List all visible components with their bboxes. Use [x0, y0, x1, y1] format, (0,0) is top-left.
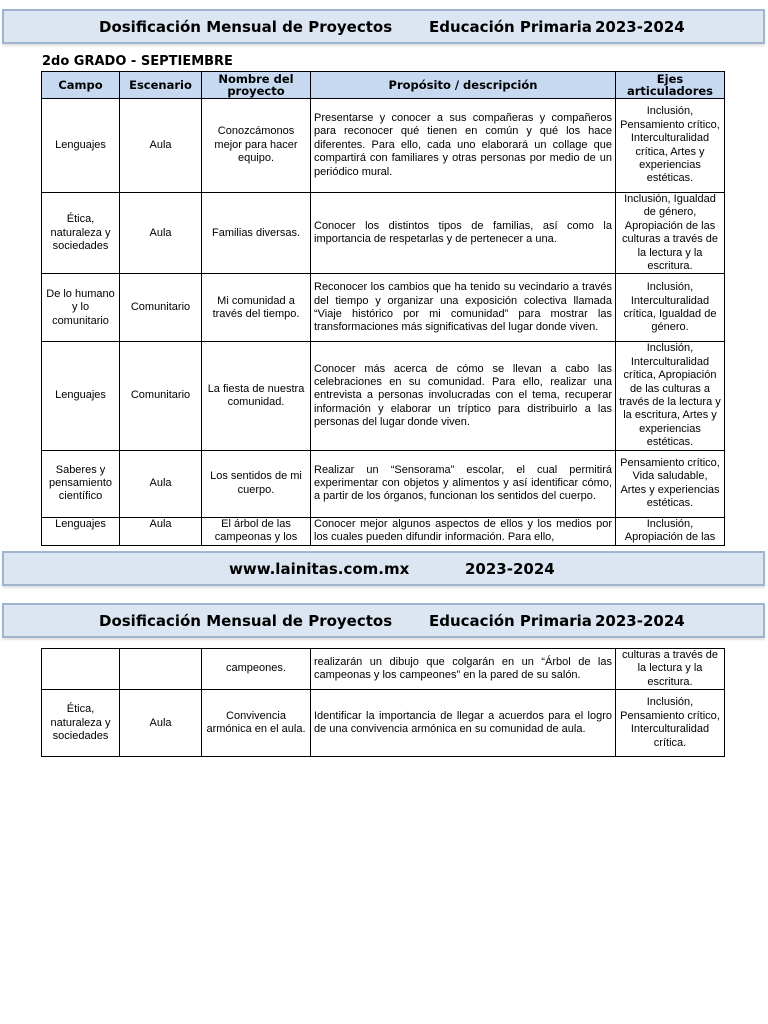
- table-row: [42, 517, 725, 545]
- cell-ejes: Inclusión, Interculturalidad crítica, Igualdad de género.: [616, 274, 725, 342]
- cell-campo: Ética, naturaleza y sociedades: [42, 193, 120, 274]
- cell-campo: De lo humano y lo comunitario: [42, 274, 120, 342]
- col-header-ejes: Ejes articuladores: [616, 72, 725, 99]
- footer-year: 2023-2024: [465, 559, 555, 578]
- cell-nombre: Familias diversas.: [202, 193, 311, 274]
- cell-ejes: culturas a través de la lectura y la escritura.: [616, 649, 725, 690]
- cell-ejes: Inclusión, Igualdad de género, Apropiación de las culturas a través de la lectura y la escritura.: [616, 193, 725, 274]
- table-row: [42, 99, 725, 193]
- table-row: [42, 649, 725, 690]
- cell-ejes: Inclusión, Pensamiento crítico, Interculturalidad crítica.: [616, 690, 725, 757]
- table-row: [42, 450, 725, 517]
- cell-escenario: Aula: [120, 99, 202, 193]
- table-header-row: [42, 72, 725, 99]
- cell-nombre: Los sentidos de mi cuerpo.: [202, 450, 311, 517]
- document-title: Dosificación Mensual de Proyectos: [99, 611, 393, 630]
- cell-nombre: Convivencia armónica en el aula.: [202, 690, 311, 757]
- cell-nombre: El árbol de las campeonas y los: [202, 517, 311, 545]
- projects-table: [41, 71, 725, 546]
- cell-ejes: Inclusión, Apropiación de las: [616, 517, 725, 545]
- cell-ejes: Inclusión, Interculturalidad crítica, Apropiación de las culturas a través de la lectura y la escritura, Artes y experiencias estéticas.: [616, 342, 725, 450]
- cell-proposito: Presentarse y conocer a sus compañeras y compañeros para reconocer qué tienen en común y qué los hace diferentes. Para ello, cada uno elaborará un collage que compartirá con familiares y otras personas por medio de un periódico mural.: [311, 99, 616, 193]
- cell-proposito: Realizar un “Sensorama” escolar, el cual permitirá experimentar con objetos y alimentos y así identificar cómo, a partir de los órganos, funcionan los sentidos del cuerpo.: [311, 450, 616, 517]
- col-header-campo: Campo: [42, 72, 120, 99]
- cell-nombre: campeones.: [202, 649, 311, 690]
- projects-table-continued: [41, 648, 725, 757]
- cell-nombre: Mi comunidad a través del tiempo.: [202, 274, 311, 342]
- col-header-proposito: Propósito / descripción: [311, 72, 616, 99]
- cell-campo: Saberes y pensamiento científico: [42, 450, 120, 517]
- cell-escenario: Comunitario: [120, 342, 202, 450]
- education-level: Educación Primaria: [429, 17, 592, 36]
- cell-ejes: Inclusión, Pensamiento crítico, Interculturalidad crítica, Artes y experiencias estéticas.: [616, 99, 725, 193]
- cell-escenario: Aula: [120, 450, 202, 517]
- section-title: 2do GRADO - SEPTIEMBRE: [42, 54, 233, 69]
- cell-nombre: La fiesta de nuestra comunidad.: [202, 342, 311, 450]
- school-year: 2023-2024: [595, 611, 685, 630]
- cell-nombre: Conozcámonos mejor para hacer equipo.: [202, 99, 311, 193]
- cell-campo: [42, 649, 120, 690]
- cell-proposito: Conocer mejor algunos aspectos de ellos y los medios por los cuales pueden difundir información. Para ello,: [311, 517, 616, 545]
- col-header-nombre: Nombre del proyecto: [202, 72, 311, 99]
- col-header-escenario: Escenario: [120, 72, 202, 99]
- cell-proposito: Identificar la importancia de llegar a acuerdos para el logro de una convivencia armónica en su comunidad de aula.: [311, 690, 616, 757]
- cell-proposito: Reconocer los cambios que ha tenido su vecindario a través del tiempo y organizar una exposición colectiva llamada “Viaje histórico por mi comunidad” para mostrar las transformaciones más significativas del lugar donde viven.: [311, 274, 616, 342]
- cell-proposito: Conocer los distintos tipos de familias, así como la importancia de respetarlas y de pertenecer a una.: [311, 193, 616, 274]
- cell-escenario: Aula: [120, 193, 202, 274]
- table-row: [42, 193, 725, 274]
- cell-escenario: Aula: [120, 517, 202, 545]
- page-footer-banner: [2, 551, 765, 586]
- cell-escenario: Aula: [120, 690, 202, 757]
- table-row: [42, 690, 725, 757]
- page-header-banner-2: [2, 603, 765, 638]
- school-year: 2023-2024: [595, 17, 685, 36]
- cell-proposito: realizarán un dibujo que colgarán en un “Árbol de las campeonas y los campeones” en la pared de su salón.: [311, 649, 616, 690]
- table-row: [42, 274, 725, 342]
- cell-campo: Ética, naturaleza y sociedades: [42, 690, 120, 757]
- page-header-banner: [2, 9, 765, 44]
- cell-campo: Lenguajes: [42, 342, 120, 450]
- education-level: Educación Primaria: [429, 611, 592, 630]
- cell-proposito: Conocer más acerca de cómo se llevan a cabo las celebraciones en su comunidad. Para ello, realizar una entrevista a personas involucradas con el tema, recuperar información y elaborar un tríptico para distribuirlo a las personas del lugar donde viven.: [311, 342, 616, 450]
- cell-campo: Lenguajes: [42, 99, 120, 193]
- document-title: Dosificación Mensual de Proyectos: [99, 17, 393, 36]
- cell-ejes: Pensamiento crítico, Vida saludable, Artes y experiencias estéticas.: [616, 450, 725, 517]
- cell-campo: Lenguajes: [42, 517, 120, 545]
- table-row: [42, 342, 725, 450]
- website-link[interactable]: www.lainitas.com.mx: [229, 559, 410, 578]
- cell-escenario: [120, 649, 202, 690]
- cell-escenario: Comunitario: [120, 274, 202, 342]
